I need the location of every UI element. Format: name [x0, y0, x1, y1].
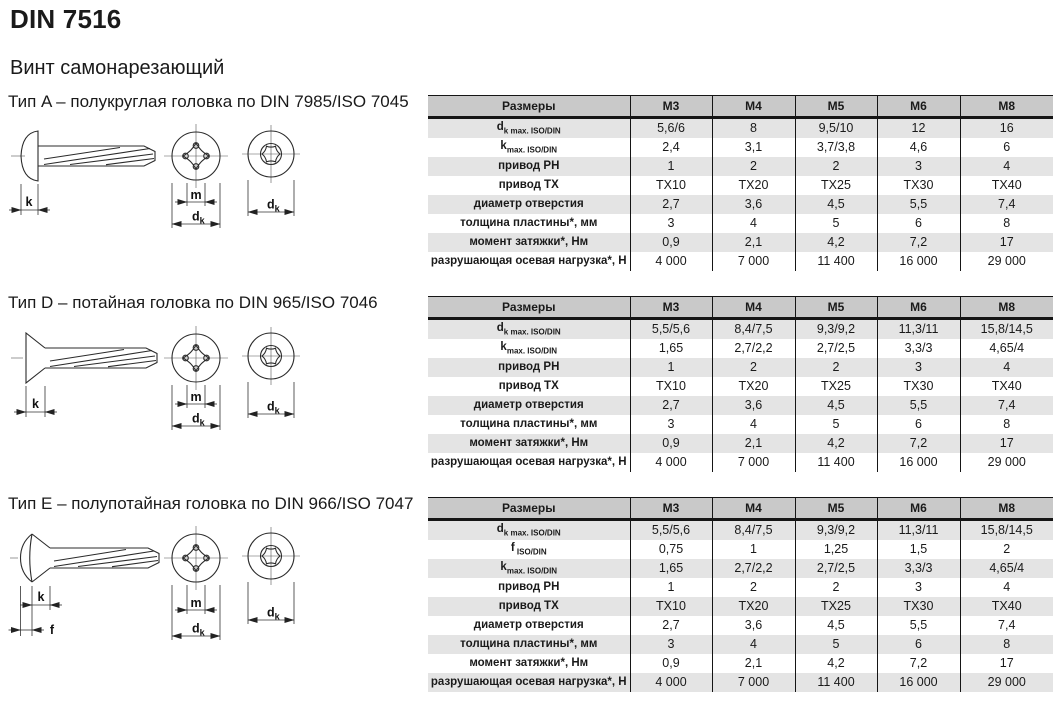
table-body	[428, 520, 1053, 693]
cell-value: TX30	[877, 597, 960, 616]
table-row	[428, 540, 1053, 559]
cell-value: 2,7	[630, 616, 712, 635]
cell-value: 3,6	[712, 616, 795, 635]
cell-value: 9,5/10	[795, 118, 877, 139]
cell-value: 5	[795, 415, 877, 434]
cell-value: 0,9	[630, 233, 712, 252]
dim-label-dk	[267, 606, 281, 622]
row-label: диаметр отверстия	[473, 197, 584, 210]
cell-value: 4	[712, 415, 795, 434]
cell-value: 11 400	[795, 453, 877, 472]
cell-value: 4	[960, 157, 1053, 176]
dim-label-d-base: d	[267, 399, 275, 414]
cell-value: 16 000	[877, 252, 960, 271]
cell-value: 4	[712, 214, 795, 233]
cell-value: TX25	[795, 597, 877, 616]
cell-value: 3	[630, 214, 712, 233]
cell-value: 4 000	[630, 673, 712, 692]
dim-label-d-sub: k	[274, 405, 280, 416]
cell-value: 8	[960, 415, 1053, 434]
cell-value: 4	[712, 635, 795, 654]
size-column-header: M6	[877, 96, 960, 118]
table-row	[428, 319, 1053, 340]
cell-value: 2	[712, 578, 795, 597]
cell-value: 2,1	[712, 434, 795, 453]
dim-label-dk	[192, 210, 206, 226]
cell-value: 3,1	[712, 138, 795, 157]
table-row	[428, 138, 1053, 157]
dim-label-d-sub: k	[274, 611, 280, 622]
page-title: DIN 7516	[10, 4, 122, 34]
table-row	[428, 339, 1053, 358]
cell-value: 7,2	[877, 654, 960, 673]
row-label: привод PH	[498, 360, 560, 373]
cell-value: 7,4	[960, 616, 1053, 635]
cell-value: 4	[960, 358, 1053, 377]
table-row	[428, 654, 1053, 673]
row-label: $k_{max. ISO/DIN}$	[500, 340, 558, 356]
cell-value: 3,7/3,8	[795, 138, 877, 157]
cell-value: 2	[795, 157, 877, 176]
cell-value: 5,5	[877, 396, 960, 415]
table-row	[428, 616, 1053, 635]
raised-countersunk-head-screw-side-view	[9, 534, 160, 637]
table-row	[428, 195, 1053, 214]
dimensions-column-header: Размеры	[428, 96, 630, 118]
dim-label-dk	[267, 400, 281, 416]
table-row	[428, 559, 1053, 578]
size-column-header: M8	[960, 297, 1053, 319]
cell-value: 9,3/9,2	[795, 520, 877, 541]
table-row	[428, 157, 1053, 176]
cell-value: 2,7/2,5	[795, 339, 877, 358]
dim-label-d-base: d	[192, 621, 200, 636]
size-column-header: M5	[795, 498, 877, 520]
cell-value: TX20	[712, 597, 795, 616]
cell-value: 5,5	[877, 616, 960, 635]
cell-value: 4,2	[795, 654, 877, 673]
row-label: толщина пластины*, мм	[460, 216, 598, 229]
dim-label-dk	[267, 198, 281, 214]
cell-value: TX40	[960, 377, 1053, 396]
cell-value: 15,8/14,5	[960, 319, 1053, 340]
size-column-header: M6	[877, 297, 960, 319]
row-label: привод PH	[498, 159, 560, 172]
cell-value: TX25	[795, 176, 877, 195]
table-header-row	[428, 498, 1053, 520]
cell-value: 11 400	[795, 673, 877, 692]
cell-value: 4,65/4	[960, 559, 1053, 578]
cell-value: TX10	[630, 377, 712, 396]
cell-value: 15,8/14,5	[960, 520, 1053, 541]
dim-label-m: m	[190, 596, 202, 610]
dim-label-dk	[192, 412, 206, 428]
cell-value: TX40	[960, 176, 1053, 195]
type-e-table	[428, 497, 1053, 692]
cell-value: TX30	[877, 377, 960, 396]
dim-label-d-base: d	[192, 411, 200, 426]
row-label: разрушающая осевая нагрузка*, Н	[430, 455, 627, 468]
cell-value: 1	[630, 358, 712, 377]
table-header-row	[428, 297, 1053, 319]
cell-value: 4,5	[795, 195, 877, 214]
cell-value: 0,9	[630, 654, 712, 673]
row-label: f $_{ISO/DIN}$	[510, 541, 547, 557]
cell-value: 29 000	[960, 453, 1053, 472]
cell-value: TX30	[877, 176, 960, 195]
row-label: диаметр отверстия	[473, 618, 584, 631]
cell-value: 7 000	[712, 252, 795, 271]
row-label: привод TX	[498, 599, 559, 612]
cell-value: 8	[712, 118, 795, 139]
cell-value: 3,3/3	[877, 559, 960, 578]
row-label: $d_{k max. ISO/DIN}$	[496, 321, 561, 337]
cell-value: TX10	[630, 597, 712, 616]
type-d-drawing	[8, 318, 318, 443]
cell-value: 8	[960, 214, 1053, 233]
cell-value: 1,25	[795, 540, 877, 559]
table-body	[428, 118, 1053, 272]
cell-value: TX20	[712, 377, 795, 396]
cell-value: 3	[630, 635, 712, 654]
table-row	[428, 635, 1053, 654]
cell-value: 4,65/4	[960, 339, 1053, 358]
row-label: $d_{k max. ISO/DIN}$	[496, 522, 561, 538]
row-label: разрушающая осевая нагрузка*, Н	[430, 675, 627, 688]
countersunk-head-screw-side-view	[11, 333, 157, 417]
cell-value: 29 000	[960, 673, 1053, 692]
dim-label-d-sub: k	[274, 203, 280, 214]
size-column-header: M4	[712, 297, 795, 319]
row-label: толщина пластины*, мм	[460, 637, 598, 650]
size-column-header: M4	[712, 96, 795, 118]
cell-value: 1	[630, 578, 712, 597]
table-row	[428, 176, 1053, 195]
row-label: толщина пластины*, мм	[460, 417, 598, 430]
cell-value: 0,75	[630, 540, 712, 559]
cell-value: 5,5	[877, 195, 960, 214]
table-row	[428, 252, 1053, 271]
table-row	[428, 233, 1053, 252]
cell-value: 7,4	[960, 396, 1053, 415]
table-row	[428, 673, 1053, 692]
row-label: диаметр отверстия	[473, 398, 584, 411]
cell-value: TX10	[630, 176, 712, 195]
size-column-header: M5	[795, 297, 877, 319]
cell-value: 8	[960, 635, 1053, 654]
torx-recess-front-view	[242, 125, 300, 216]
table-header-row	[428, 96, 1053, 118]
row-label: привод TX	[498, 379, 559, 392]
row-label: момент затяжки*, Нм	[469, 436, 589, 449]
dim-label-dk	[192, 622, 206, 638]
cell-value: 6	[877, 214, 960, 233]
cell-value: 2,7	[630, 396, 712, 415]
size-column-header: M4	[712, 498, 795, 520]
torx-recess-front-view	[242, 527, 300, 624]
cell-value: 5,6/6	[630, 118, 712, 139]
cell-value: 12	[877, 118, 960, 139]
cell-value: 2,7/2,2	[712, 559, 795, 578]
row-label: $d_{k max. ISO/DIN}$	[496, 120, 561, 136]
cell-value: 17	[960, 434, 1053, 453]
table-row	[428, 358, 1053, 377]
phillips-recess-front-view	[164, 326, 228, 430]
cell-value: 2,7/2,5	[795, 559, 877, 578]
cell-value: 1	[712, 540, 795, 559]
dim-label-d-base: d	[192, 209, 200, 224]
table-row	[428, 118, 1053, 139]
row-label: момент затяжки*, Нм	[469, 656, 589, 669]
row-label: разрушающая осевая нагрузка*, Н	[430, 254, 627, 267]
section-title-type-e: Тип E – полупотайная головка по DIN 966/ISO 7047	[8, 494, 414, 513]
cell-value: 4	[960, 578, 1053, 597]
cell-value: 2,1	[712, 654, 795, 673]
cell-value: 3	[877, 358, 960, 377]
type-a-drawing	[8, 116, 318, 241]
cell-value: 11,3/11	[877, 319, 960, 340]
cell-value: TX40	[960, 597, 1053, 616]
cell-value: 2,1	[712, 233, 795, 252]
type-e-drawing	[8, 518, 318, 658]
cell-value: 1,5	[877, 540, 960, 559]
dim-label-k: k	[37, 590, 45, 604]
cell-value: 4,5	[795, 616, 877, 635]
cell-value: 7,2	[877, 233, 960, 252]
cell-value: 16	[960, 118, 1053, 139]
table-row	[428, 578, 1053, 597]
cell-value: 11,3/11	[877, 520, 960, 541]
cell-value: 1,65	[630, 339, 712, 358]
cell-value: 2	[960, 540, 1053, 559]
cell-value: 17	[960, 233, 1053, 252]
cell-value: 6	[877, 635, 960, 654]
size-column-header: M5	[795, 96, 877, 118]
cell-value: TX20	[712, 176, 795, 195]
section-title-type-a: Тип A – полукруглая головка по DIN 7985/ISO 7045	[8, 92, 409, 111]
cell-value: 11 400	[795, 252, 877, 271]
table-row	[428, 520, 1053, 541]
cell-value: 3,6	[712, 396, 795, 415]
row-label: привод TX	[498, 178, 559, 191]
cell-value: 16 000	[877, 673, 960, 692]
cell-value: 17	[960, 654, 1053, 673]
cell-value: 3,3/3	[877, 339, 960, 358]
cell-value: 4 000	[630, 453, 712, 472]
cell-value: 2	[795, 358, 877, 377]
size-column-header: M3	[630, 297, 712, 319]
page-subtitle: Винт самонарезающий	[10, 57, 225, 79]
torx-recess-front-view	[242, 327, 300, 418]
phillips-recess-front-view	[164, 124, 228, 228]
cell-value: 5,5/5,6	[630, 319, 712, 340]
cell-value: 2	[712, 358, 795, 377]
size-column-header: M8	[960, 96, 1053, 118]
size-column-header: M6	[877, 498, 960, 520]
table-body	[428, 319, 1053, 473]
cell-value: 2,4	[630, 138, 712, 157]
table-row	[428, 434, 1053, 453]
cell-value: 9,3/9,2	[795, 319, 877, 340]
cell-value: 3,6	[712, 195, 795, 214]
dim-label-m: m	[190, 188, 202, 202]
cell-value: 0,9	[630, 434, 712, 453]
dim-label-d-sub: k	[199, 627, 205, 638]
cell-value: 16 000	[877, 453, 960, 472]
cell-value: 7,4	[960, 195, 1053, 214]
type-a-table	[428, 95, 1053, 271]
cell-value: 6	[960, 138, 1053, 157]
table-row	[428, 396, 1053, 415]
cell-value: 7,2	[877, 434, 960, 453]
cell-value: 4,2	[795, 434, 877, 453]
row-label: $k_{max. ISO/DIN}$	[500, 139, 558, 155]
cell-value: 3	[877, 157, 960, 176]
size-column-header: M3	[630, 498, 712, 520]
row-label: момент затяжки*, Нм	[469, 235, 589, 248]
cell-value: 4 000	[630, 252, 712, 271]
dim-label-k: k	[32, 397, 39, 411]
cell-value: 4,2	[795, 233, 877, 252]
dim-label-d-sub: k	[199, 417, 205, 428]
cell-value: 2	[795, 578, 877, 597]
table-row	[428, 214, 1053, 233]
cell-value: TX25	[795, 377, 877, 396]
dim-label-k: k	[25, 195, 33, 209]
row-label: $k_{max. ISO/DIN}$	[500, 560, 558, 576]
cell-value: 5,5/5,6	[630, 520, 712, 541]
table-row	[428, 453, 1053, 472]
cell-value: 3	[877, 578, 960, 597]
cell-value: 29 000	[960, 252, 1053, 271]
cell-value: 5	[795, 214, 877, 233]
cell-value: 8,4/7,5	[712, 520, 795, 541]
cell-value: 4,5	[795, 396, 877, 415]
cell-value: 1,65	[630, 559, 712, 578]
dim-label-f: f	[49, 623, 55, 637]
phillips-recess-front-view	[164, 526, 228, 640]
dim-label-d-base: d	[267, 605, 275, 620]
size-column-header: M3	[630, 96, 712, 118]
pan-head-screw-side-view	[9, 131, 155, 215]
cell-value: 2	[712, 157, 795, 176]
cell-value: 1	[630, 157, 712, 176]
dim-label-m: m	[190, 390, 202, 404]
cell-value: 2,7/2,2	[712, 339, 795, 358]
cell-value: 5	[795, 635, 877, 654]
table-row	[428, 597, 1053, 616]
dim-label-d-base: d	[267, 197, 275, 212]
cell-value: 2,7	[630, 195, 712, 214]
row-label: привод PH	[498, 580, 560, 593]
dim-label-d-sub: k	[199, 215, 205, 226]
cell-value: 3	[630, 415, 712, 434]
dimensions-column-header: Размеры	[428, 297, 630, 319]
dimensions-column-header: Размеры	[428, 498, 630, 520]
table-row	[428, 415, 1053, 434]
size-column-header: M8	[960, 498, 1053, 520]
section-title-type-d: Тип D – потайная головка по DIN 965/ISO 7046	[8, 293, 378, 312]
cell-value: 6	[877, 415, 960, 434]
cell-value: 7 000	[712, 453, 795, 472]
type-d-table	[428, 296, 1053, 472]
cell-value: 8,4/7,5	[712, 319, 795, 340]
table-row	[428, 377, 1053, 396]
cell-value: 4,6	[877, 138, 960, 157]
cell-value: 7 000	[712, 673, 795, 692]
